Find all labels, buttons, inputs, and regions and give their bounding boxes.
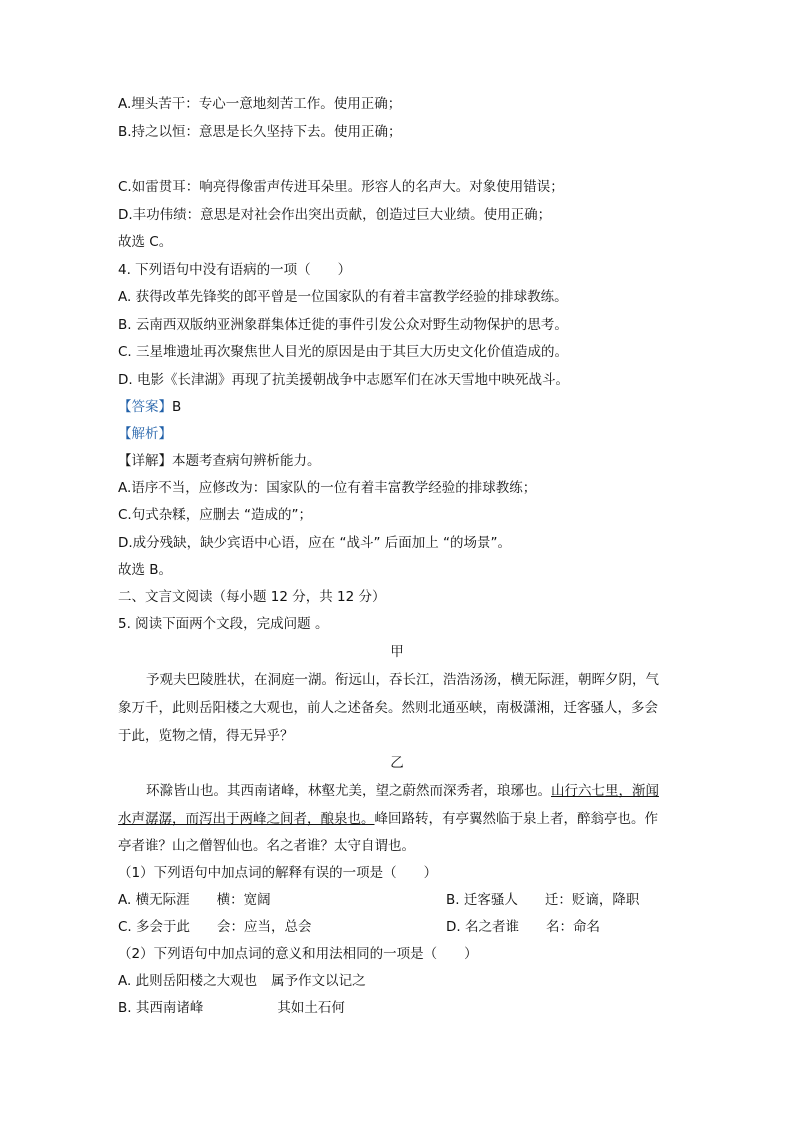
passage-yi-line-2 (118, 810, 658, 828)
detail-d: D.成分残缺，缺少宾语中心语，应在 “战斗” 后面加上 “的场景”。 (118, 535, 512, 551)
sub-question-2-option-b-right: 其如土石何 (277, 1000, 345, 1016)
sub-question-1-row-1 (118, 891, 678, 909)
question-4-option-a: A. 获得改革先锋奖的郎平曾是一位国家队的有着丰富教学经验的排球教练。 (118, 289, 568, 305)
sub-question-1-option-b: B. 迁客骚人 迁：贬谪，降职 (446, 892, 640, 908)
detail-a: A.语序不当，应修改为：国家队的一位有着丰富教学经验的排球教练； (118, 480, 537, 496)
question-4-stem: 4. 下列语句中没有语病的一项（ ） (118, 262, 352, 278)
analysis-tag: 【解析】 (118, 426, 172, 442)
explanation-c: C.如雷贯耳：响亮得像雷声传进耳朵里。形容人的名声大。对象使用错误； (118, 179, 564, 195)
passage-yi-line-1 (146, 782, 659, 800)
answer-choice-c: 故选 C。 (118, 234, 173, 250)
question-4-option-b: B. 云南西双版纳亚洲象群集体迁徙的事件引发公众对野生动物保护的思考。 (118, 317, 568, 333)
detail-line: 【详解】本题考查病句辨析能力。 (118, 453, 321, 469)
answer-value: B (172, 399, 182, 415)
passage-yi-title: 乙 (390, 755, 404, 771)
explanation-a: A.埋头苦干：专心一意地刻苦工作。使用正确； (118, 96, 402, 112)
sub-question-1-option-c: C. 多会于此 会：应当，总会 (118, 919, 312, 935)
passage-yi-line-1-text: 环滁皆山也。其西南诸峰，林壑尤美，望之蔚然而深秀者，琅琊也。 (146, 783, 551, 799)
explanation-b: B.持之以恒：意思是长久坚持下去。使用正确； (118, 124, 402, 140)
passage-jia-title: 甲 (390, 644, 404, 660)
sub-question-1-row-2 (118, 918, 678, 936)
sub-question-2-option-b (118, 999, 345, 1017)
answer-line (118, 398, 181, 416)
question-5-stem: 5. 阅读下面两个文段，完成问题 。 (118, 616, 329, 632)
sub-question-2-option-b-left: B. 其西南诸峰 (118, 1000, 204, 1016)
sub-question-2-option-a-left: A. 此则岳阳楼之大观也 (118, 973, 258, 989)
answer-tag: 【答案】 (118, 399, 172, 415)
sub-question-2-option-a (118, 972, 366, 990)
passage-jia-line-2: 象万千，此则岳阳楼之大观也，前人之述备矣。然则北通巫峡，南极潇湘，迁客骚人，多会 (118, 700, 658, 716)
underlined-sentence-part-1: 山行六七里，渐闻 (551, 783, 659, 799)
sub-question-2-option-a-right: 属予作文以记之 (271, 973, 366, 989)
question-4-option-d: D. 电影《长津湖》再现了抗美援朝战争中志愿军们在冰天雪地中映死战斗。 (118, 372, 569, 388)
detail-c: C.句式杂糅，应删去 “造成的”； (118, 507, 312, 523)
answer-choice-b: 故选 B。 (118, 562, 173, 578)
explanation-d: D.丰功伟绩：意思是对社会作出突出贡献，创造过巨大业绩。使用正确； (118, 207, 552, 223)
passage-jia-line-1: 予观夫巴陵胜状，在洞庭一湖。衔远山，吞长江，浩浩汤汤，横无际涯，朝晖夕阴，气 (146, 672, 659, 688)
sub-question-1-option-a: A. 横无际涯 横：宽阔 (118, 892, 271, 908)
sub-question-1: （1）下列语句中加点词的解释有误的一项是（ ） (118, 865, 438, 881)
section-heading: 二、文言文阅读（每小题 12 分，共 12 分） (118, 589, 386, 605)
underlined-sentence-part-2: 水声潺潺，而泻出于两峰之间者，酿泉也。 (118, 811, 375, 827)
passage-yi-line-3: 亭者谁？山之僧智仙也。名之者谁？太守自谓也。 (118, 838, 415, 854)
sub-question-2: （2）下列语句中加点词的意义和用法相同的一项是（ ） (118, 946, 478, 962)
passage-yi-line-2-text: 峰回路转，有亭翼然临于泉上者，醉翁亭也。作 (374, 811, 658, 827)
sub-question-1-option-d: D. 名之者谁 名：命名 (446, 919, 600, 935)
question-4-option-c: C. 三星堆遗址再次聚焦世人目光的原因是由于其巨大历史文化价值造成的。 (118, 344, 569, 360)
passage-jia-line-3: 于此，览物之情，得无异乎？ (118, 728, 294, 744)
